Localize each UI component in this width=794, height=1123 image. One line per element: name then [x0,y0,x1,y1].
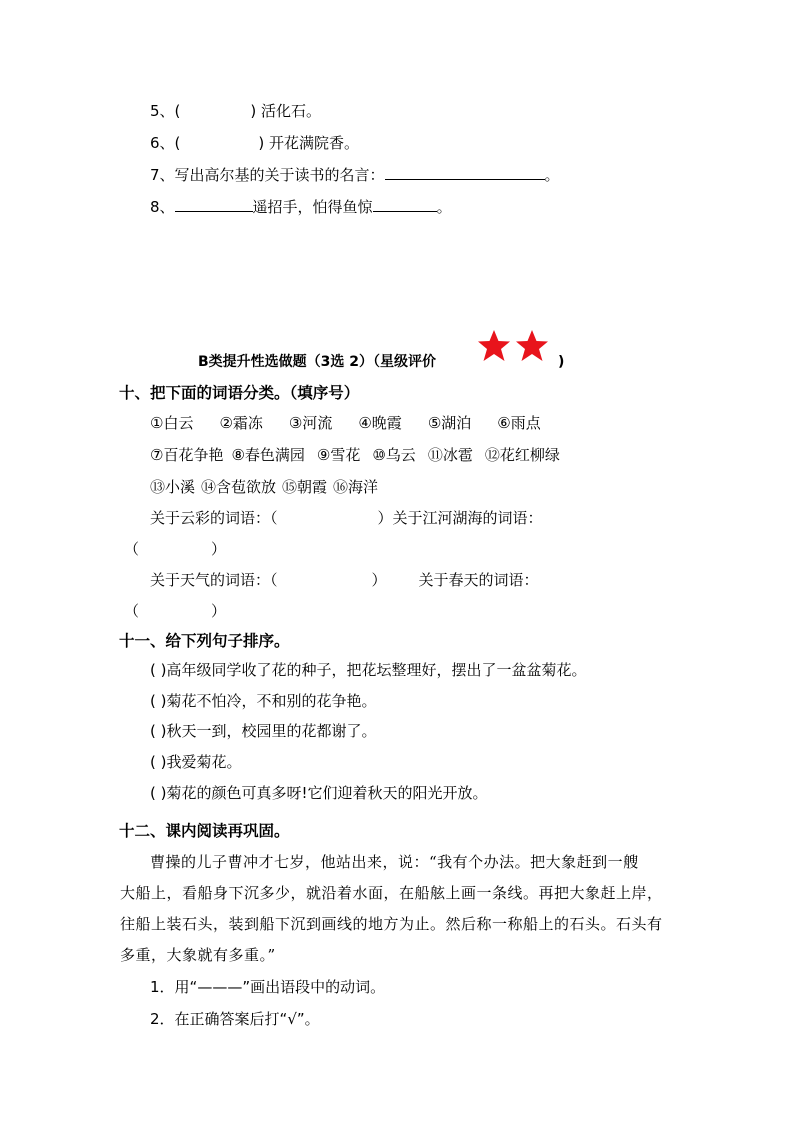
word-item: ③河流 [288,414,333,432]
word-item: ②霜冻 [219,414,263,432]
word-item: ⑬小溪 [150,478,196,496]
q12-heading: 十二、课内阅读再巩固。 [119,822,290,840]
item-8-suffix: 。 [436,198,452,216]
word-item: ⑥雨点 [497,414,541,432]
q10-category-row-4 [124,601,226,621]
q10-category-row-3 [150,570,539,590]
section-b-title-text: B类提升性选做题（3选 2）（星级评价 [198,354,437,370]
item-5-text: 活化石。 [261,102,322,120]
sentence-item[interactable]: ( )菊花不怕冷，不和别的花争艳。 [150,692,377,710]
item-7 [150,165,560,185]
item-5 [150,101,321,121]
paren-open: （ [124,540,140,558]
star-icon [516,330,548,361]
word-item: ⑨雪花 [316,446,361,464]
word-item: ⑫花红柳绿 [484,446,560,464]
word-item: ⑯海洋 [333,478,379,496]
item-5-close: ) [250,102,257,120]
item-8 [150,197,452,217]
paren-open: （ [124,602,140,620]
q10-category-row-1 [150,508,543,528]
word-item: ⑤湖泊 [427,414,472,432]
q10-row-2 [150,445,574,465]
star-rating [476,329,552,363]
word-item: ⑭含苞欲放 [201,478,277,496]
item-6-number: 6、( [150,134,181,152]
q10-heading: 十、把下面的词语分类。（填序号） [119,384,360,402]
category-rivers-label: ）关于江河湖海的词语： [377,509,543,527]
passage-line: 多重，大象就有多重。” [120,946,276,964]
section-b-close-paren: ) [558,354,565,370]
word-item: ⑪冰雹 [427,446,473,464]
item-6-text: 开花满院香。 [269,134,360,152]
word-item: ⑦百花争艳 [150,446,224,464]
item-6-close: ) [258,134,265,152]
word-item: ⑮朝霞 [282,478,328,496]
category-spring-label: 关于春天的词语： [418,571,539,589]
q10-row-3 [150,477,392,497]
category-weather-label: 关于天气的词语：（ [150,571,278,589]
item-7-prefix: 7、写出高尔基的关于读书的名言： [150,166,385,184]
item-5-number: 5、( [150,102,181,120]
item-8-number: 8、 [150,198,175,216]
q12-task-2: 2．在正确答案后打“√”。 [150,1010,320,1028]
passage-line: 曹操的儿子曹冲才七岁，他站出来，说：“我有个办法。把大象赶到一艘 [150,853,639,871]
item-8-blank-2[interactable] [373,197,437,212]
item-7-suffix: 。 [544,166,560,184]
paren-close: ） [371,571,387,589]
word-item: ①白云 [150,414,194,432]
item-8-blank-1[interactable] [175,197,253,212]
sentence-item[interactable]: ( )我爱菊花。 [150,753,242,771]
q12-task-1: 1．用“———”画出语段中的动词。 [150,978,386,996]
passage-line: 大船上，看船身下沉多少，就沿着水面，在船舷上画一条线。再把大象赶上岸， [120,884,663,902]
item-6 [150,133,359,153]
word-item: ④晚霞 [358,414,402,432]
word-item: ⑩乌云 [372,446,416,464]
item-7-blank[interactable] [385,165,545,180]
paren-close: ） [211,540,227,558]
sentence-item[interactable]: ( )菊花的颜色可真多呀!它们迎着秋天的阳光开放。 [150,784,488,802]
star-icon [478,330,510,361]
section-b-title-close [558,352,564,372]
q10-row-1 [150,413,555,433]
passage-line: 往船上装石头，装到船下沉到画线的地方为止。然后称一称船上的石头。石头有 [120,915,663,933]
word-item: ⑧春色满园 [231,446,305,464]
sentence-item[interactable]: ( )秋天一到，校园里的花都谢了。 [150,722,377,740]
item-8-mid: 遥招手，怕得鱼惊 [252,198,373,216]
sentence-item[interactable]: ( )高年级同学收了花的种子，把花坛整理好，摆出了一盆盆菊花。 [150,661,587,679]
q10-category-row-2 [124,539,226,559]
paren-close: ） [211,602,227,620]
section-b-title [198,352,436,372]
category-clouds-label: 关于云彩的词语：（ [150,509,278,527]
q11-heading: 十一、给下列句子排序。 [119,632,290,650]
